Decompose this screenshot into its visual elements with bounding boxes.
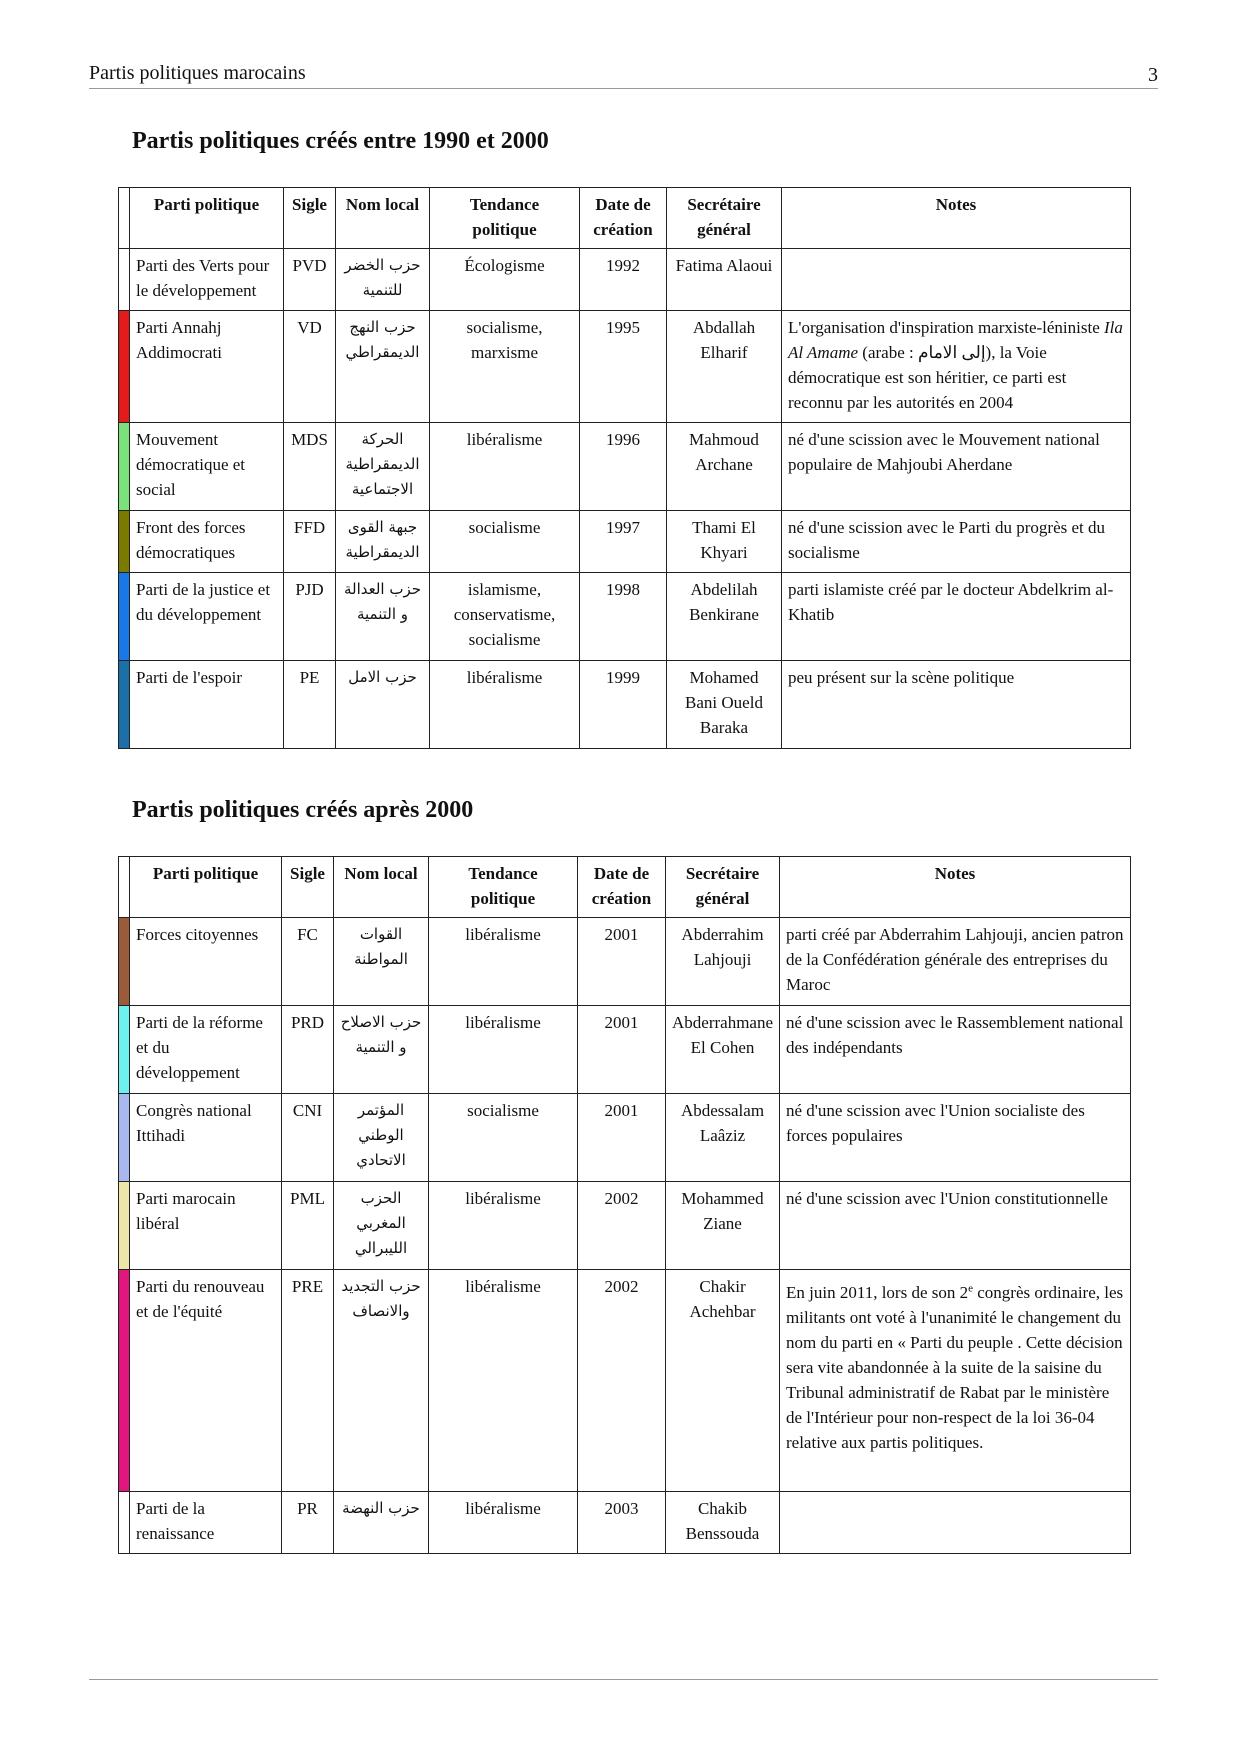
party-tendance: libéralisme — [430, 423, 580, 511]
col-header-notes: Notes — [782, 188, 1131, 249]
col-header-local: Nom local — [336, 188, 430, 249]
party-name: Parti de la réforme et du développement — [130, 1006, 282, 1094]
party-sigle: PML — [282, 1182, 334, 1270]
col-header-sigle: Sigle — [284, 188, 336, 249]
notes-text: En juin 2011, lors de son 2 — [786, 1283, 969, 1302]
table-row — [119, 1492, 1131, 1554]
party-local-name: الحزب المغربي الليبرالي — [334, 1182, 429, 1270]
party-date: 1992 — [580, 249, 667, 311]
party-name: Parti des Verts pour le développement — [130, 249, 284, 311]
party-notes: né d'une scission avec le Parti du progrès et du socialisme — [782, 511, 1131, 573]
table-row — [119, 1006, 1131, 1094]
table-row — [119, 1270, 1131, 1492]
party-sigle: PJD — [284, 573, 336, 661]
col-header-party: Parti politique — [130, 188, 284, 249]
party-local-name: حزب الخضر للتنمية — [336, 249, 430, 311]
parties-table-1990-2000 — [118, 187, 1131, 749]
party-local-name: حزب الامل — [336, 661, 430, 749]
party-notes: parti islamiste créé par le docteur Abdelkrim al-Khatib — [782, 573, 1131, 661]
party-local-name: حزب النهج الديمقراطي — [336, 311, 430, 423]
party-color-swatch — [119, 573, 130, 661]
party-color-swatch — [119, 1492, 130, 1554]
party-notes: né d'une scission avec le Mouvement national populaire de Mahjoubi Aherdane — [782, 423, 1131, 511]
party-local-name: المؤتمر الوطني الاتحادي — [334, 1094, 429, 1182]
party-sigle: CNI — [282, 1094, 334, 1182]
party-tendance: libéralisme — [429, 1492, 578, 1554]
party-secretary: Abdallah Elharif — [667, 311, 782, 423]
party-name: Congrès national Ittihadi — [130, 1094, 282, 1182]
party-color-swatch — [119, 1006, 130, 1094]
party-notes: parti créé par Abderrahim Lahjouji, ancien patron de la Confédération générale des entreprises du Maroc — [780, 918, 1131, 1006]
table-row — [119, 1094, 1131, 1182]
party-sigle: PVD — [284, 249, 336, 311]
col-header-tendance: Tendance politique — [429, 857, 578, 918]
party-notes — [782, 311, 1131, 423]
party-tendance: islamisme, conservatisme, socialisme — [430, 573, 580, 661]
party-name: Front des forces démocratiques — [130, 511, 284, 573]
party-date: 1995 — [580, 311, 667, 423]
footer-rule — [89, 1679, 1158, 1680]
color-col-header — [119, 188, 130, 249]
party-local-name: حزب النهضة — [334, 1492, 429, 1554]
party-local-name: الحركة الديمقراطية الاجتماعية — [336, 423, 430, 511]
col-header-date: Date de création — [580, 188, 667, 249]
party-notes: peu présent sur la scène politique — [782, 661, 1131, 749]
col-header-notes: Notes — [780, 857, 1131, 918]
notes-text: (arabe : إلى الامام), la Voie démocratique est son héritier, ce parti est reconnu par les autorités en 2004 — [788, 343, 1067, 412]
parties-table-after-2000 — [118, 856, 1131, 1554]
party-sigle: PRD — [282, 1006, 334, 1094]
table-header-row — [119, 188, 1131, 249]
col-header-secretaire: Secrétaire général — [667, 188, 782, 249]
party-date: 2001 — [578, 1094, 666, 1182]
party-tendance: libéralisme — [429, 918, 578, 1006]
col-header-local: Nom local — [334, 857, 429, 918]
party-name: Parti du renouveau et de l'équité — [130, 1270, 282, 1492]
header-title: Partis politiques marocains — [89, 62, 306, 84]
party-local-name: جبهة القوى الديمقراطية — [336, 511, 430, 573]
party-tendance: socialisme — [430, 511, 580, 573]
party-name: Parti Annahj Addimocrati — [130, 311, 284, 423]
table-row — [119, 573, 1131, 661]
party-color-swatch — [119, 311, 130, 423]
party-color-swatch — [119, 1182, 130, 1270]
party-name: Parti marocain libéral — [130, 1182, 282, 1270]
party-secretary: Mohammed Ziane — [666, 1182, 780, 1270]
party-date: 2003 — [578, 1492, 666, 1554]
party-secretary: Mahmoud Archane — [667, 423, 782, 511]
party-color-swatch — [119, 511, 130, 573]
party-secretary: Abderrahim Lahjouji — [666, 918, 780, 1006]
table-row — [119, 311, 1131, 423]
party-color-swatch — [119, 1094, 130, 1182]
party-tendance: socialisme, marxisme — [430, 311, 580, 423]
party-sigle: MDS — [284, 423, 336, 511]
party-secretary: Chakib Benssouda — [666, 1492, 780, 1554]
party-sigle: PRE — [282, 1270, 334, 1492]
party-tendance: libéralisme — [429, 1006, 578, 1094]
party-tendance: socialisme — [429, 1094, 578, 1182]
table-row — [119, 511, 1131, 573]
table-row — [119, 423, 1131, 511]
party-tendance: libéralisme — [430, 661, 580, 749]
table-row — [119, 918, 1131, 1006]
page-header — [89, 60, 1158, 89]
party-date: 2002 — [578, 1270, 666, 1492]
table-header-row — [119, 857, 1131, 918]
party-date: 2002 — [578, 1182, 666, 1270]
party-date: 1996 — [580, 423, 667, 511]
party-secretary: Abderrahmane El Cohen — [666, 1006, 780, 1094]
party-sigle: VD — [284, 311, 336, 423]
party-local-name: حزب العدالة و التنمية — [336, 573, 430, 661]
notes-italic-name: Ila Al Amame — [788, 318, 1123, 362]
party-color-swatch — [119, 661, 130, 749]
party-name: Mouvement démocratique et social — [130, 423, 284, 511]
party-name: Forces citoyennes — [130, 918, 282, 1006]
party-tendance: libéralisme — [429, 1270, 578, 1492]
party-notes — [782, 249, 1131, 311]
party-name: Parti de la justice et du développement — [130, 573, 284, 661]
col-header-tendance: Tendance politique — [430, 188, 580, 249]
section-title-1990-2000: Partis politiques créés entre 1990 et 2000 — [132, 128, 549, 154]
party-notes: né d'une scission avec l'Union socialiste des forces populaires — [780, 1094, 1131, 1182]
party-secretary: Mohamed Bani Oueld Baraka — [667, 661, 782, 749]
party-tendance: Écologisme — [430, 249, 580, 311]
party-sigle: FC — [282, 918, 334, 1006]
party-color-swatch — [119, 1270, 130, 1492]
notes-text: congrès ordinaire, les militants ont voté à l'unanimité le changement du nom du parti en « Parti du peuple . Cette décision sera vite abandonnée à la suite de la saisine du Tribunal administratif de Rabat par le ministère de l'Intérieur pour non-respect de la loi 36-04 relative aux partis politiques. — [786, 1283, 1124, 1452]
party-notes — [780, 1492, 1131, 1554]
party-secretary: Thami El Khyari — [667, 511, 782, 573]
party-date: 1998 — [580, 573, 667, 661]
party-date: 2001 — [578, 1006, 666, 1094]
page-number: 3 — [1148, 64, 1158, 86]
party-color-swatch — [119, 249, 130, 311]
color-col-header — [119, 857, 130, 918]
section-title-after-2000: Partis politiques créés après 2000 — [132, 797, 474, 823]
party-secretary: Fatima Alaoui — [667, 249, 782, 311]
party-secretary: Abdelilah Benkirane — [667, 573, 782, 661]
notes-superscript: e — [968, 1282, 974, 1295]
col-header-party: Parti politique — [130, 857, 282, 918]
table-row — [119, 1182, 1131, 1270]
party-local-name: حزب الاصلاح و التنمية — [334, 1006, 429, 1094]
party-sigle: PE — [284, 661, 336, 749]
table-row — [119, 249, 1131, 311]
party-local-name: حزب التجديد والانصاف — [334, 1270, 429, 1492]
party-name: Parti de la renaissance — [130, 1492, 282, 1554]
party-notes: né d'une scission avec l'Union constitutionnelle — [780, 1182, 1131, 1270]
party-local-name: القوات المواطنة — [334, 918, 429, 1006]
notes-text: L'organisation d'inspiration marxiste-léniniste — [788, 318, 1105, 337]
party-secretary: Chakir Achehbar — [666, 1270, 780, 1492]
party-color-swatch — [119, 918, 130, 1006]
party-notes: né d'une scission avec le Rassemblement national des indépendants — [780, 1006, 1131, 1094]
col-header-sigle: Sigle — [282, 857, 334, 918]
party-sigle: FFD — [284, 511, 336, 573]
party-tendance: libéralisme — [429, 1182, 578, 1270]
party-name: Parti de l'espoir — [130, 661, 284, 749]
party-date: 2001 — [578, 918, 666, 1006]
party-date: 1999 — [580, 661, 667, 749]
party-secretary: Abdessalam Laâziz — [666, 1094, 780, 1182]
party-date: 1997 — [580, 511, 667, 573]
table-row — [119, 661, 1131, 749]
col-header-date: Date de création — [578, 857, 666, 918]
party-color-swatch — [119, 423, 130, 511]
party-notes — [780, 1270, 1131, 1492]
party-sigle: PR — [282, 1492, 334, 1554]
col-header-secretaire: Secrétaire général — [666, 857, 780, 918]
